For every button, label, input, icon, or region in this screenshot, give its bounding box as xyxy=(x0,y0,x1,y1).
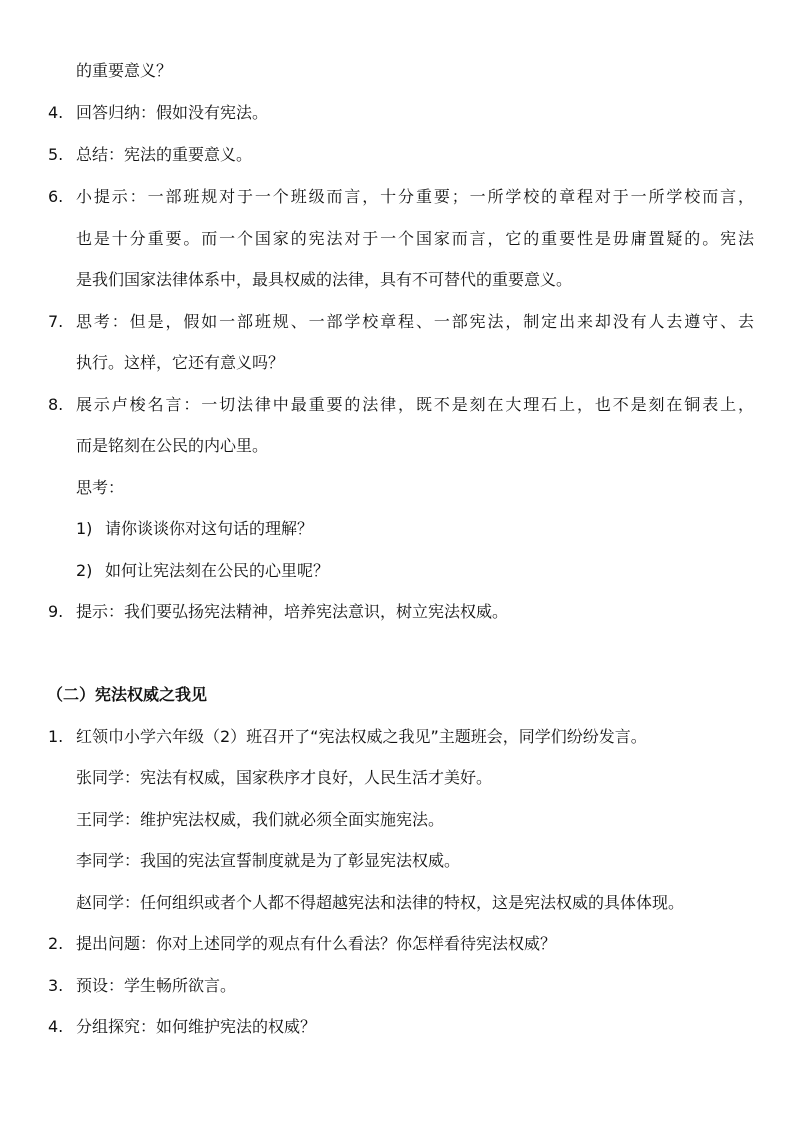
item-text: 提出问题：你对上述同学的观点有什么看法？你怎样看待宪法权威？ xyxy=(76,934,557,953)
list-item xyxy=(48,934,754,954)
item-number: 4. xyxy=(48,1017,64,1036)
list-item xyxy=(48,1017,754,1037)
item-text: 红领巾小学六年级（2）班召开了“宪法权威之我见”主题班会，同学们纷纷发言。 xyxy=(76,727,647,746)
item-text: 回答归纳：假如没有宪法。 xyxy=(76,103,269,122)
item-text: 总结：宪法的重要意义。 xyxy=(76,145,253,164)
student-statement: 张同学：宪法有权威，国家秩序才良好，人民生活才美好。 xyxy=(76,768,493,787)
item-text: 预设：学生畅所欲言。 xyxy=(76,976,237,995)
item-text-line: 小提示：一部班规对于一个班级而言，十分重要；一所学校的章程对于一所学校而言， xyxy=(76,187,754,206)
item-continuation-line: 而是铭刻在公民的内心里。 xyxy=(76,436,269,455)
student-statement: 李同学：我国的宪法宣誓制度就是为了彰显宪法权威。 xyxy=(76,851,461,870)
list-item xyxy=(48,976,754,996)
item-number: 3. xyxy=(48,976,64,995)
item-text: 分组探究：如何维护宪法的权威？ xyxy=(76,1017,317,1036)
sub-question-text: 请你谈谈你对这句话的理解？ xyxy=(105,519,314,538)
list-item xyxy=(48,145,754,165)
list-item xyxy=(48,187,754,207)
item-text-line: 思考：但是，假如一部班规、一部学校章程、一部宪法，制定出来却没有人去遵守、去 xyxy=(76,312,754,331)
item-number: 8. xyxy=(48,395,64,414)
section-heading: （二）宪法权威之我见 xyxy=(47,685,208,704)
list-item xyxy=(48,312,754,332)
sub-question-text: 如何让宪法刻在公民的心里呢？ xyxy=(105,561,330,580)
list-item xyxy=(48,103,754,123)
continuation-line: 的重要意义？ xyxy=(76,61,173,80)
list-item xyxy=(48,395,754,415)
item-number: 6. xyxy=(48,187,64,206)
item-continuation-line: 也是十分重要。而一个国家的宪法对于一个国家而言，它的重要性是毋庸置疑的。宪法 xyxy=(76,229,754,248)
student-statement: 赵同学：任何组织或者个人都不得超越宪法和法律的特权，这是宪法权威的具体体现。 xyxy=(76,893,685,912)
sub-question-number: 1) xyxy=(76,519,93,538)
item-number: 9. xyxy=(48,602,64,621)
item-number: 5. xyxy=(48,145,64,164)
item-number: 2. xyxy=(48,934,64,953)
sub-question-number: 2) xyxy=(76,561,93,580)
student-statement: 王同学：维护宪法权威，我们就必须全面实施宪法。 xyxy=(76,810,445,829)
item-text: 提示：我们要弘扬宪法精神，培养宪法意识，树立宪法权威。 xyxy=(76,602,509,621)
think-label: 思考： xyxy=(76,478,125,497)
item-number: 7. xyxy=(48,312,64,331)
list-item xyxy=(48,602,754,622)
item-number: 1. xyxy=(48,727,64,746)
list-item xyxy=(48,727,754,747)
item-text-line: 展示卢梭名言：一切法律中最重要的法律，既不是刻在大理石上，也不是刻在铜表上， xyxy=(76,395,754,414)
item-continuation-line: 执行。这样，它还有意义吗？ xyxy=(76,353,285,372)
item-number: 4. xyxy=(48,103,64,122)
item-continuation-line: 是我们国家法律体系中，最具权威的法律，具有不可替代的重要意义。 xyxy=(76,270,573,289)
